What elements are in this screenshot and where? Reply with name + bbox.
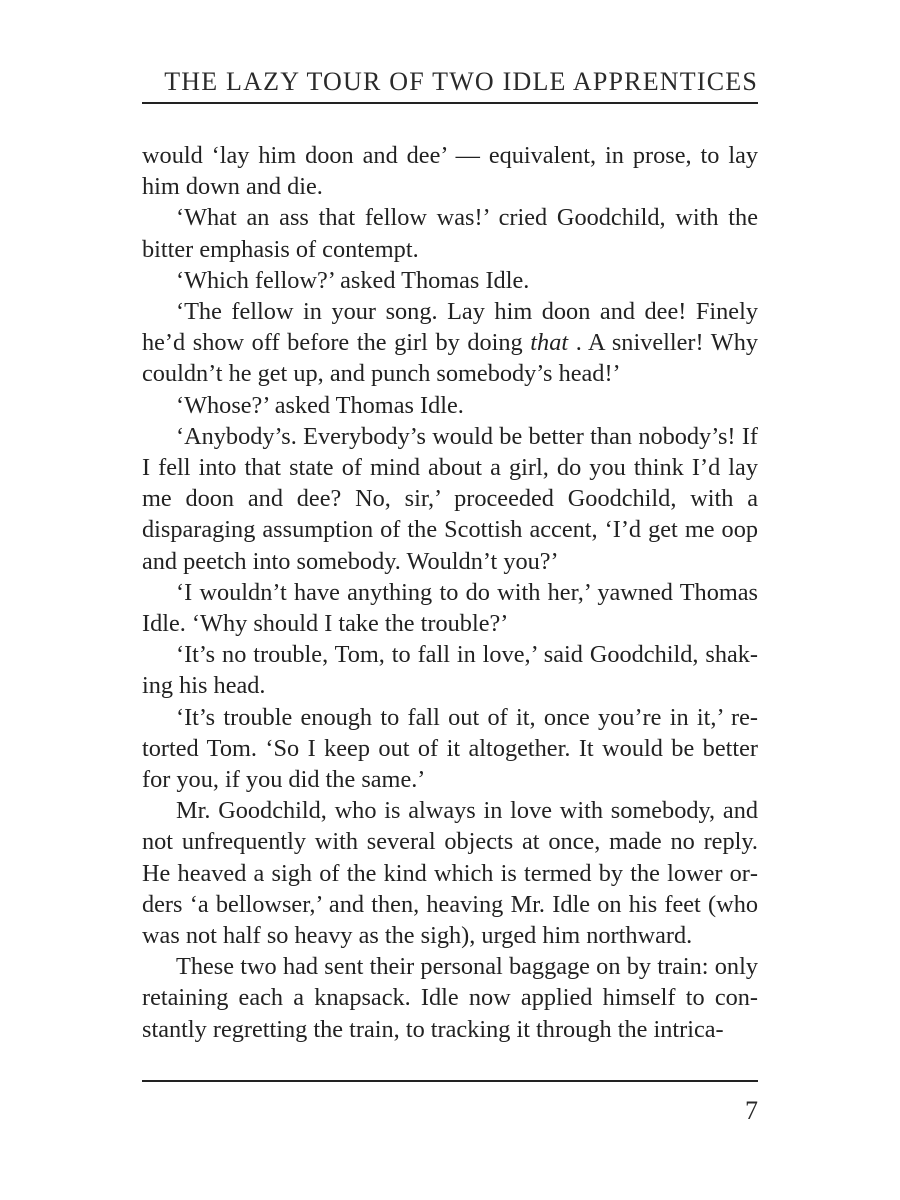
header-rule xyxy=(142,102,758,104)
paragraph: ‘Whose?’ asked Thomas Idle. xyxy=(176,391,464,419)
italic-emphasis: that xyxy=(530,329,569,357)
paragraph xyxy=(142,296,758,390)
body-text xyxy=(142,140,758,1045)
running-head: THE LAZY TOUR OF TWO IDLE APPRENTICES xyxy=(164,67,758,96)
paragraph: ‘I wouldn’t have anything to do with her,’ yawned Thomas Idle. ‘Why should I take the trouble?’ xyxy=(142,578,758,638)
paragraph: ‘What an ass that fellow was!’ cried Goodchild, with the bitter emphasis of contempt. xyxy=(142,204,758,263)
footer-rule xyxy=(142,1080,758,1082)
paragraph-segment: ‘The fellow in your song. Lay him doon and dee! Finely he’d show off before the girl by doing xyxy=(142,298,758,357)
paragraph-segment: . A sniveller! Why couldn’t he get up, and punch somebody’s head!’ xyxy=(142,329,758,388)
paragraph: ‘It’s trouble enough to fall out of it, once you’re in it,’ retorted Tom. ‘So I keep out of it altogether. It would be better for you, if you did the same.’ xyxy=(142,703,758,794)
paragraph: These two had sent their personal baggage on by train: only retaining each a knapsack. Idle now applied himself to constantly regretting the train, to tracking it through the intrica- xyxy=(142,953,758,1043)
paragraph: would ‘lay him doon and dee’ — equivalent, in prose, to lay him down and die. xyxy=(142,142,758,201)
paragraph: Mr. Goodchild, who is always in love with somebody, and not unfrequently with several objects at once, made no reply. He heaved a sigh of the kind which is termed by the lower orders ‘a bellowser,’ and then, heaving Mr. Idle on his feet (who was not half so heavy as the sigh), urged him northward. xyxy=(142,797,758,950)
page-number: 7 xyxy=(745,1096,758,1125)
paragraph: ‘Which fellow?’ asked Thomas Idle. xyxy=(176,266,530,294)
paragraph: ‘Anybody’s. Everybody’s would be better than nobody’s! If I fell into that state of mind about a girl, do you think I’d lay me doon and dee? No, sir,’ proceeded Goodchild, with a disparaging assumption of the Scottish accent, ‘I’d get me oop and peetch into somebody. Wouldn’t you?’ xyxy=(142,422,758,575)
paragraph: ‘It’s no trouble, Tom, to fall in love,’ said Goodchild, shaking his head. xyxy=(142,641,758,700)
